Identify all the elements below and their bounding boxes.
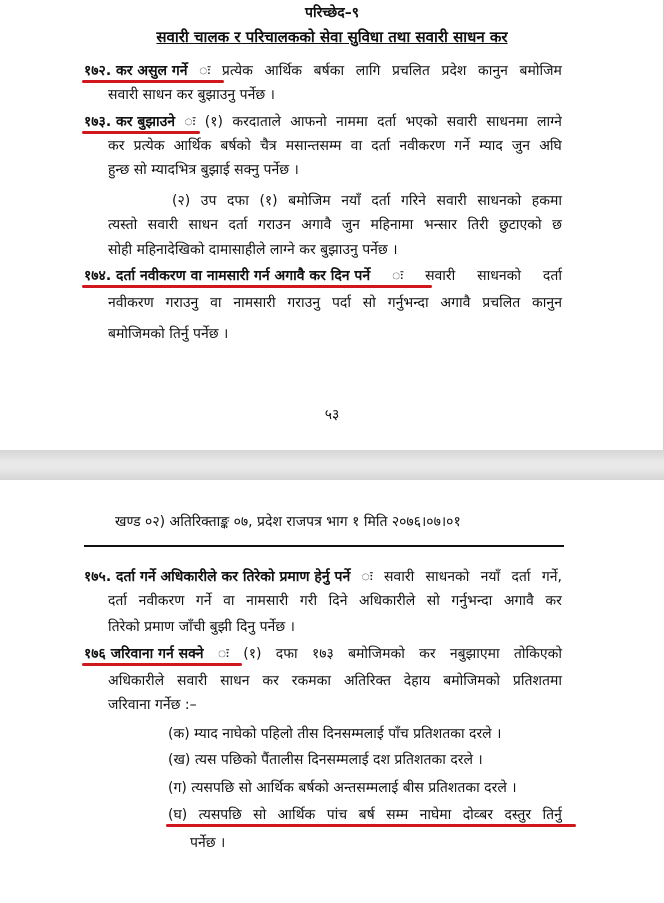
section-174-colon: ः (392, 268, 404, 284)
word: गराउनु (165, 295, 199, 311)
chapter-heading: सवारी चालक र परिचालकको सेवा सुविधा तथा सवारी साधन कर (156, 28, 508, 46)
word: प्रतिशतमा (512, 673, 562, 689)
word: आर्थिक (277, 807, 316, 823)
word: लागि (355, 63, 381, 79)
word: कर (262, 673, 279, 689)
word: गराउनु (287, 295, 321, 311)
word: गरी (299, 593, 318, 609)
word: नामसारी (246, 593, 289, 609)
word: नाममा (336, 114, 368, 130)
word: सवारी (383, 569, 415, 585)
red-underline-gha (166, 824, 576, 827)
word: गर्नुभन्दा (451, 593, 493, 609)
word: कानुन (532, 295, 562, 311)
word: अगावै (503, 593, 534, 609)
word: कानुन (478, 63, 508, 79)
section-174-line-2 (108, 293, 562, 313)
section-173-subsection-2-line-1 (172, 191, 562, 211)
section-172-colon: ः (199, 63, 211, 79)
word: कर (545, 593, 562, 609)
word: छ (552, 217, 562, 233)
section-173-heading: १७३. कर बुझाउने (84, 114, 176, 130)
section-175-line-3: तिरेको प्रमाण जाँची बुझी दिनु पर्नेछ । (108, 619, 295, 635)
word: उप (200, 193, 217, 209)
section-175-heading: १७५. दर्ता गर्ने अधिकारीले कर तिरेको प्रमाण हेर्नु पर्ने (84, 569, 351, 585)
word: नवीकरण (108, 295, 154, 311)
word: जुन (341, 217, 360, 233)
section-176-line-3: जरिवाना गर्नेछ :– (108, 697, 197, 713)
word: बमोजिम (519, 63, 562, 79)
word: दस्तुर (504, 807, 532, 823)
section-173-line-2 (108, 136, 562, 156)
red-underline-176 (82, 663, 242, 666)
word: गरिने (400, 193, 426, 209)
word: बर्षको (220, 138, 251, 154)
section-176-heading: १७६ जरिवाना गर्न सक्ने (84, 646, 204, 662)
word: त्यस्तो (108, 217, 138, 233)
section-174-line-1 (84, 266, 562, 286)
word: (१) (204, 114, 224, 130)
list-item-gha-continuation: पर्नेछ । (190, 835, 226, 851)
word: वा (350, 138, 363, 154)
section-172-heading: १७२. कर असुल गर्ने (84, 63, 188, 79)
word: तिरी (467, 217, 489, 233)
word: अधिकारीले (359, 593, 416, 609)
word: (१) (259, 193, 278, 209)
word: साधनमा (486, 114, 528, 130)
document-page-next (0, 480, 664, 903)
section-174-heading: १७४. दर्ता नवीकरण वा नामसारी गर्न अगावै कर दिन पर्ने (84, 268, 371, 284)
word: दोव्बर (462, 807, 494, 823)
word: दिने (328, 593, 348, 609)
word: नयाँ (480, 569, 501, 585)
word: प्रत्येक (133, 138, 165, 154)
page-separator (0, 450, 664, 480)
word: गर्ने (454, 138, 470, 154)
list-item-kha: (ख) त्यस पछिको पैंतालीस दिनसम्मलाई दश प्रतिशतका दरले । (168, 752, 483, 768)
word: सवारी (147, 217, 178, 233)
word: दर्ता (371, 138, 391, 154)
list-item-ka: (क) म्याद नाघेको पहिलो तीस दिनसम्मलाई पाँच प्रतिशतका दरले । (168, 726, 502, 742)
word: पर्दा (331, 295, 351, 311)
word: आफनो (290, 114, 327, 130)
red-underline-173 (82, 131, 200, 134)
word: रकमका (291, 673, 331, 689)
word: हकमा (531, 193, 562, 209)
word: दर्ता (371, 193, 391, 209)
chapter-label: परिच्छेद–९ (305, 5, 359, 21)
red-underline-172 (82, 80, 224, 83)
word: कर (108, 138, 125, 154)
word: वा (210, 295, 222, 311)
word: कर (419, 646, 436, 662)
word: नयाँ (341, 193, 361, 209)
word: दफा (275, 646, 298, 662)
word: अतिरिक्त (343, 673, 391, 689)
word: साधन (220, 673, 250, 689)
word: पांच (326, 807, 348, 823)
word: (घ) (168, 807, 188, 823)
word: बर्षका (313, 63, 345, 79)
word: करदाताले (232, 114, 281, 130)
word: सो (426, 593, 440, 609)
section-172-line-2: सवारी साधन कर बुझाउनु पर्नेछ । (108, 87, 275, 103)
word: अघि (539, 138, 562, 154)
section-175-line-2 (108, 591, 562, 611)
section-173-line-3: हुन्छ सो म्यादभित्र बुझाई सक्नु पर्नेछ । (108, 162, 299, 178)
word: चैत्र (260, 138, 277, 154)
section-173-colon: ः (184, 114, 196, 130)
word: साधनको (425, 569, 470, 585)
word: साधन (188, 217, 218, 233)
word: प्रदेश (441, 63, 467, 79)
word: गर्नुभन्दा (387, 295, 429, 311)
section-173-subsection-2-line-3: सोही महिनादेखिको दामासाहीले लाग्ने कर बुझाउनु पर्नेछ । (108, 242, 398, 258)
document-page-53 (0, 0, 664, 450)
word: नवीकरण (399, 138, 446, 154)
word: अगावै (301, 217, 332, 233)
section-174-line-3: बमोजिमको तिर्नु पर्नेछ । (108, 326, 229, 342)
page-number: ५३ (324, 407, 340, 423)
word: भन्सार (423, 217, 457, 233)
section-176-colon: ः (217, 646, 230, 662)
word: साधनको (477, 268, 522, 284)
section-176-line-1 (84, 644, 562, 664)
word: प्रचलित (391, 63, 430, 79)
word: बमोजिमको (348, 646, 405, 662)
word: महिनामा (370, 217, 414, 233)
word: प्रचलित (482, 295, 521, 311)
word: नामसारी (233, 295, 276, 311)
word: सवारी (425, 268, 456, 284)
word: सवारी (446, 114, 477, 130)
red-underline-174 (82, 285, 432, 288)
word: त्यसपछि (198, 807, 242, 823)
word: साधनको (477, 193, 522, 209)
gazette-header: खण्ड ०२) अतिरिक्ताङ्क ०७, प्रदेश राजपत्र भाग १ मिति २०७६।०७।०१ (115, 514, 461, 530)
word: नाघेमा (419, 807, 452, 823)
word: सवारी (436, 193, 467, 209)
word: (१) (243, 646, 262, 662)
word: गर्ने, (541, 569, 562, 585)
word: तिर्नु (542, 807, 562, 823)
word: बर्ष (358, 807, 375, 823)
word: दर्ता (377, 114, 397, 130)
word: सो (362, 295, 376, 311)
word: वा (223, 593, 235, 609)
word: अगावै (440, 295, 471, 311)
header-rule (84, 545, 564, 547)
word: बमोजिमको (443, 673, 501, 689)
word: म्याद (479, 138, 503, 154)
word: लाग्ने (537, 114, 562, 130)
section-175-colon: ः (361, 569, 373, 585)
word: मसान्तसम्म (285, 138, 342, 154)
word: दर्ता (511, 569, 531, 585)
list-item-ga: (ग) त्यसपछि सो आर्थिक बर्षको अन्तसम्मलाई बीस प्रतिशतका दरले । (168, 780, 517, 796)
word: दर्ता (108, 593, 128, 609)
word: छुटाएको (498, 217, 542, 233)
word: सवारी (177, 673, 208, 689)
word: १७३ (311, 646, 334, 662)
section-176-line-2 (108, 671, 562, 691)
word: सो (253, 807, 267, 823)
section-173-subsection-2-line-2 (108, 215, 562, 235)
list-item-gha (168, 805, 562, 825)
word: (२) (172, 193, 191, 209)
word: तोकिएको (513, 646, 562, 662)
word: गराउन (258, 217, 291, 233)
word: गर्ने (195, 593, 212, 609)
word: अधिकारीले (108, 673, 165, 689)
word: नवीकरण (138, 593, 185, 609)
word: दर्ता (228, 217, 248, 233)
word: नबुझाएमा (449, 646, 500, 662)
word: दफा (227, 193, 249, 209)
word: आर्थिक (264, 63, 303, 79)
word: देहाय (403, 673, 431, 689)
word: भएको (405, 114, 438, 130)
word: बमोजिम (288, 193, 331, 209)
word: दर्ता (542, 268, 562, 284)
word: प्रत्येक (221, 63, 253, 79)
section-173-line-1 (84, 112, 562, 132)
section-175-line-1 (84, 567, 562, 587)
word: आर्थिक (173, 138, 212, 154)
section-172-line-1 (84, 61, 562, 81)
word: सम्म (386, 807, 409, 823)
word: जुन (511, 138, 531, 154)
